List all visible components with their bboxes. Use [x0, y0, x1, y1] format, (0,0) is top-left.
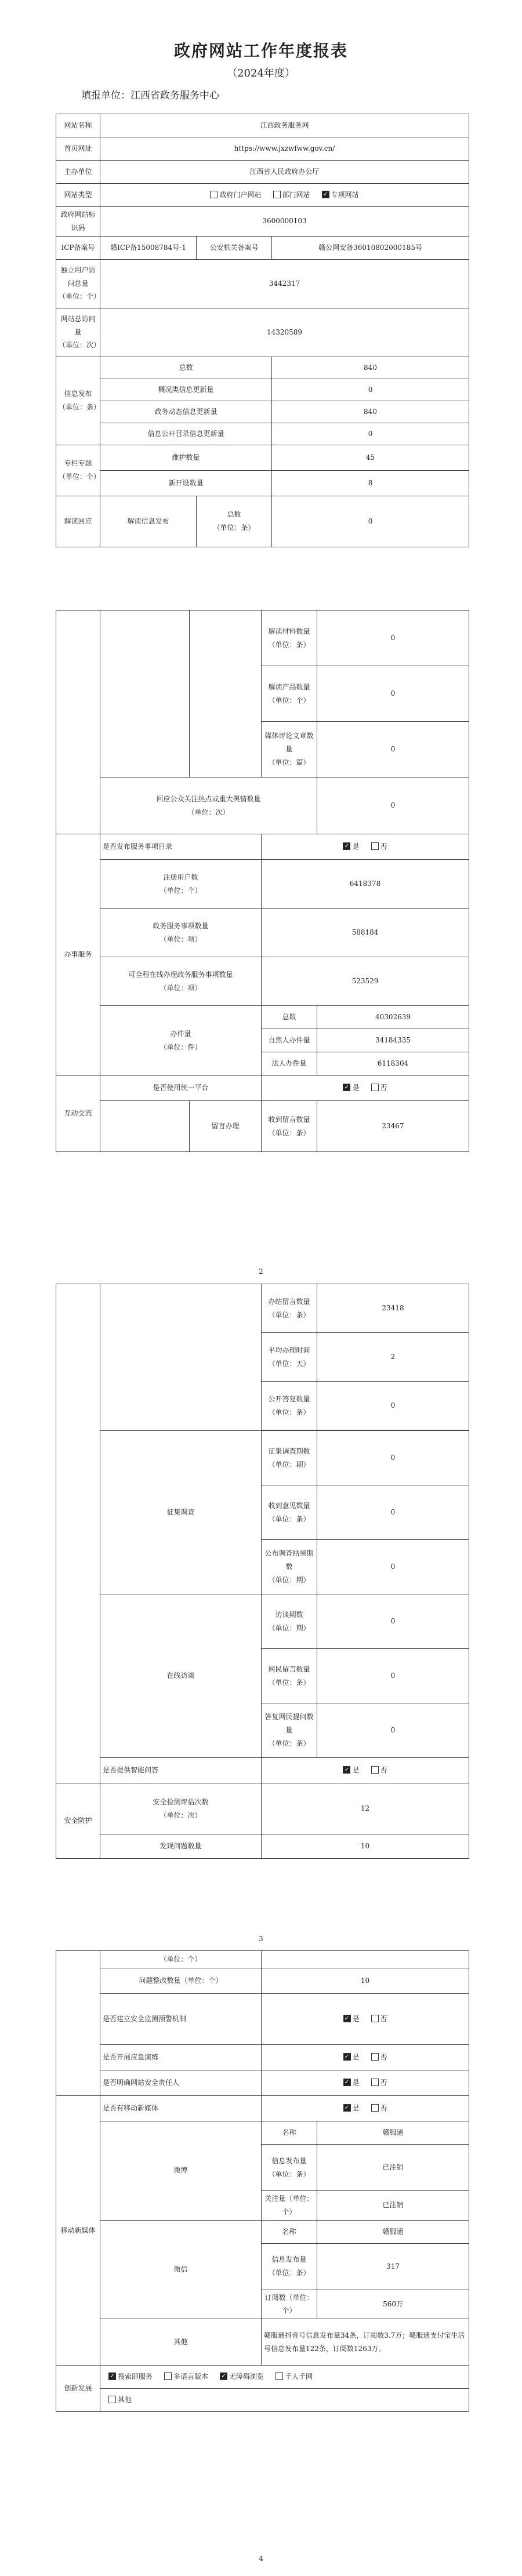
host-unit-value: 江西省人民政府办公厅 [100, 161, 469, 184]
checkbox-option[interactable] [343, 2012, 360, 2026]
weibo-follow-label: 关注量（单位：个） [262, 2191, 317, 2221]
checked-box-icon: ✓ [343, 2079, 351, 2086]
opinions-label: 收到意见数量 （单位：条） [262, 1485, 317, 1540]
checkbox-option[interactable] [210, 188, 261, 202]
checkbox-option-label: 政府门户网站 [219, 191, 262, 199]
interp-section-label: 解读回应 [56, 496, 100, 547]
weibo-label: 微博 [100, 2121, 262, 2221]
innov-options [100, 2366, 469, 2389]
table-row [56, 2389, 469, 2412]
wechat-sub-label: 订阅数（单位：个） [262, 2290, 317, 2319]
table-row [56, 1006, 469, 1029]
site-type-label: 网站类型 [56, 184, 100, 207]
checked-box-icon: ✓ [220, 2372, 227, 2380]
page-number: 4 [259, 2555, 263, 2563]
mobile-section-label: 移动新媒体 [56, 2096, 100, 2366]
found-label: 发现问题数量 [100, 1834, 262, 1859]
fullrun-items-label: 可全程在线办理政务服务事项数量 （单位：项） [100, 957, 262, 1006]
checkbox-option[interactable] [108, 2393, 132, 2407]
site-code-label: 政府网站标识码 [56, 207, 100, 237]
site-name-label: 网站名称 [56, 114, 100, 137]
table-row [56, 445, 469, 470]
publish-guide-label: 是否发布服务事项目录 [100, 834, 262, 860]
personal-value: 34184335 [317, 1029, 469, 1052]
table-row [56, 909, 469, 957]
empty-box-icon [371, 2015, 379, 2022]
checkbox-option-label: 否 [380, 842, 387, 851]
fullrun-items-value: 523529 [262, 957, 469, 1006]
info-section-label: 信息发布 （单位：条） [56, 357, 100, 445]
reporting-unit-name: 江西省政务服务中心 [130, 90, 219, 101]
checked-box-icon: ✓ [343, 2053, 351, 2061]
empty-box-icon [371, 1766, 379, 1774]
news-label: 政务动态信息更新量 [100, 401, 272, 423]
table-row [56, 114, 469, 137]
smart-qa-options [262, 1758, 469, 1783]
smart-qa-label: 是否提供智能问答 [100, 1758, 262, 1783]
done-label: 办结留言数量 （单位：条） [262, 1284, 317, 1333]
interp-material-label: 解读材料数量 （单位：条） [262, 611, 317, 666]
weibo-name-label: 名称 [262, 2121, 317, 2145]
monitor-options [262, 1994, 469, 2045]
checkbox-option-label: 搜索即服务 [118, 2372, 153, 2381]
netizen-q-value: 0 [317, 1649, 469, 1703]
done-value: 23418 [317, 1284, 469, 1333]
published-msg-value: 0 [317, 1382, 469, 1430]
interact-section-label: 互动交流 [56, 1076, 100, 1152]
page-title: 政府网站工作年度报表 [173, 41, 348, 60]
responsible-label: 是否明确网站安全责任人 [100, 2070, 262, 2096]
checkbox-option[interactable] [108, 2370, 153, 2384]
netizen-q-label: 网民留言数量 （单位：条） [262, 1649, 317, 1703]
checkbox-option-label: 是 [352, 2015, 360, 2023]
new-open-label: 新开设数量 [100, 470, 272, 496]
feedback-count-label: 公布调查结果期数 （单位：期） [262, 1540, 317, 1594]
checkbox-option-label: 千人千网 [285, 2372, 313, 2381]
maintain-label: 维护数量 [100, 445, 272, 470]
checkbox-option-label: 否 [380, 1084, 387, 1092]
service-items-label: 政务服务事项数量 （单位：项） [100, 909, 262, 957]
table-row [56, 1994, 469, 2045]
checked-box-icon: ✓ [343, 1084, 350, 1091]
checkbox-option[interactable] [164, 2370, 208, 2384]
reporting-unit [81, 87, 219, 101]
received-value: 23467 [317, 1101, 469, 1152]
wechat-name-label: 名称 [262, 2220, 317, 2243]
news-value: 840 [272, 401, 469, 423]
service-section-label: 办事服务 [56, 834, 100, 1076]
table-row [56, 1968, 469, 1994]
page-number: 3 [259, 1935, 263, 1943]
empty-box-icon [273, 191, 281, 198]
table-row [56, 259, 469, 308]
table-row [56, 834, 469, 860]
overview-value: 0 [272, 379, 469, 401]
found-unit-label: （单位：个） [100, 1951, 262, 1968]
checkbox-option-label: 是 [352, 2079, 360, 2087]
special-section-label: 专栏专题 （单位：个） [56, 445, 100, 496]
scans-value: 12 [262, 1783, 469, 1834]
checkbox-option[interactable] [220, 2370, 264, 2384]
weibo-pub-value: 已注销 [317, 2145, 469, 2191]
table-row [56, 1284, 469, 1333]
checkbox-option-label: 是 [352, 1766, 360, 1775]
checkbox-option-label: 是 [352, 2053, 360, 2062]
pv-value: 14320589 [100, 308, 469, 357]
table-row [56, 2096, 469, 2121]
empty-box-icon [210, 191, 217, 198]
new-open-value: 8 [272, 470, 469, 496]
maintain-value: 45 [272, 445, 469, 470]
table-row [56, 357, 469, 379]
checkbox-option[interactable] [371, 840, 387, 853]
wechat-sub-value: 560万 [317, 2290, 469, 2319]
table-row [56, 137, 469, 161]
table-row [56, 860, 469, 909]
interp-total-value: 0 [272, 496, 469, 547]
interview-count-value: 0 [317, 1594, 469, 1649]
site-type-options [100, 184, 469, 207]
host-unit-label: 主办单位 [56, 161, 100, 184]
checkbox-option-label: 否 [380, 2104, 387, 2113]
psb-label: 公安机关备案号 [197, 236, 272, 259]
open-label: 信息公开目录信息更新量 [100, 423, 272, 445]
handled-label: 办件量 （单位：件） [100, 1006, 262, 1076]
drill-options [262, 2045, 469, 2070]
solicit-count-label: 征集调查期数 （单位：期） [262, 1431, 317, 1485]
hot-topic-label: 回应公众关注热点或重大舆情数量 （单位：次） [100, 777, 317, 834]
fixed-label: 问题整改数量（单位：个） [100, 1968, 262, 1994]
overview-label: 概况类信息更新量 [100, 379, 272, 401]
checkbox-option-label: 否 [380, 1766, 387, 1775]
scans-label: 安全检测评估次数 （单位：次） [100, 1783, 262, 1834]
table-row [56, 2366, 469, 2389]
wechat-label: 微信 [100, 2220, 262, 2319]
reg-users-value: 6418378 [262, 860, 469, 909]
solicit-count-value: 0 [317, 1431, 469, 1485]
weibo-name-value: 赣服通 [317, 2121, 469, 2145]
solicit-label: 征集调查 [100, 1431, 262, 1594]
checkbox-option[interactable] [343, 2051, 360, 2064]
checkbox-option-label: 多语言版本 [173, 2372, 209, 2381]
answered-q-label: 答复网民提问数量 （单位：条） [262, 1703, 317, 1758]
table-row [56, 207, 469, 237]
table-row [56, 2045, 469, 2070]
wechat-pub-value: 317 [317, 2243, 469, 2290]
report-table-page-2 [56, 610, 469, 1152]
empty-box-icon [108, 2396, 116, 2403]
has-mobile-options [262, 2096, 469, 2121]
report-table-page-3 [56, 1284, 469, 1859]
empty-box-icon [276, 2372, 283, 2380]
checkbox-option[interactable] [343, 2076, 360, 2090]
checkbox-option[interactable] [371, 2012, 387, 2026]
checkbox-option[interactable] [371, 1081, 387, 1095]
checked-box-icon: ✓ [343, 842, 350, 850]
feedback-count-value: 0 [317, 1540, 469, 1594]
security-section-label: 安全防护 [56, 1783, 100, 1859]
interp-material-value: 0 [317, 611, 469, 666]
empty-box-icon [371, 842, 379, 850]
interview-count-label: 访谈期数 （单位：期） [262, 1594, 317, 1649]
pv-label: 网站总访问量 （单位：次） [56, 308, 100, 357]
other-value: 赣服通抖音号信息发布量34条，订阅数3.7万；赣服通支付宝生活号信息发布量122条，订阅数1263万。 [262, 2319, 469, 2366]
table-row [56, 161, 469, 184]
table-row [56, 611, 469, 666]
handled-total-label: 总数 [262, 1006, 317, 1029]
empty-box-icon [371, 2104, 379, 2112]
other-label: 其他 [100, 2319, 262, 2366]
table-row [56, 1758, 469, 1783]
weibo-follow-value: 已注销 [317, 2191, 469, 2221]
weibo-pub-label: 信息发布量 （单位：条） [262, 2145, 317, 2191]
table-row [56, 379, 469, 401]
open-value: 0 [272, 423, 469, 445]
publish-guide-options [262, 834, 469, 860]
table-row [56, 777, 469, 834]
empty-box-icon [371, 1084, 379, 1091]
table-row [56, 236, 469, 259]
checkbox-option-label: 部门网站 [282, 191, 310, 199]
responsible-options [262, 2070, 469, 2096]
checked-box-icon: ✓ [343, 2015, 351, 2022]
site-code-value: 3600000103 [100, 207, 469, 237]
legal-value: 6118304 [317, 1052, 469, 1076]
icp-value: 赣ICP备15008784号-1 [100, 236, 197, 259]
received-label: 收到留言数量 （单位：条） [262, 1101, 317, 1152]
empty-box-icon [164, 2372, 172, 2380]
legal-label: 法人办件量 [262, 1052, 317, 1076]
message-label: 留言办理 [190, 1101, 262, 1152]
uv-label: 独立用户访问总量 （单位：个） [56, 259, 100, 308]
wechat-pub-label: 信息发布量 （单位：条） [262, 2243, 317, 2290]
checked-box-icon: ✓ [343, 2104, 351, 2112]
checkbox-option-label: 无障碍浏览 [229, 2372, 264, 2381]
table-row [56, 470, 469, 496]
table-row [56, 2220, 469, 2243]
report-table-page-4 [56, 1950, 469, 2412]
checkbox-option[interactable] [371, 1764, 387, 1777]
checkbox-option[interactable] [343, 2102, 360, 2115]
table-row [56, 496, 469, 547]
monitor-label: 是否建立安全监测预警机制 [100, 1994, 262, 2045]
table-row [56, 1101, 469, 1152]
table-row [56, 2121, 469, 2145]
handled-total-value: 40302639 [317, 1006, 469, 1029]
checkbox-option-label: 否 [380, 2015, 387, 2023]
empty-box-icon [371, 2053, 379, 2061]
checkbox-option[interactable] [273, 188, 310, 202]
home-url-label: 首页网址 [56, 137, 100, 161]
has-mobile-label: 是否有移动新媒体 [100, 2096, 262, 2121]
answered-q-value: 0 [317, 1703, 469, 1758]
published-msg-label: 公开答复数量 （单位：条） [262, 1382, 317, 1430]
checkbox-option-label: 是 [352, 2104, 360, 2113]
personal-label: 自然人办件量 [262, 1029, 317, 1052]
report-table-page-1 [56, 114, 469, 547]
checkbox-option-label: 其他 [118, 2396, 132, 2404]
checkbox-option-label: 否 [380, 2079, 387, 2087]
table-row [56, 1834, 469, 1859]
unified-label: 是否使用统一平台 [100, 1076, 262, 1101]
media-comment-value: 0 [317, 722, 469, 777]
service-items-value: 588184 [262, 909, 469, 957]
drill-label: 是否开展应急演练 [100, 2045, 262, 2070]
table-row [56, 423, 469, 445]
table-row [56, 2070, 469, 2096]
checkbox-option[interactable] [276, 2370, 313, 2384]
table-row [56, 957, 469, 1006]
checkbox-option[interactable] [371, 2076, 387, 2090]
checkbox-option-label: 是 [352, 842, 360, 851]
uv-value: 3442317 [100, 259, 469, 308]
interp-product-label: 解读产品数量 （单位：个） [262, 666, 317, 722]
table-row [56, 1594, 469, 1649]
interp-total-label: 总数 （单位：条） [197, 496, 272, 547]
avg-days-label: 平均办理时间 （单位：天） [262, 1333, 317, 1382]
checked-box-icon: ✓ [343, 1766, 350, 1774]
table-row [56, 2319, 469, 2366]
checkbox-option[interactable] [371, 2102, 387, 2115]
checked-box-icon: ✓ [108, 2372, 116, 2380]
checkbox-option[interactable] [322, 188, 359, 202]
found-value: 10 [262, 1834, 469, 1859]
media-comment-label: 媒体评论文章数量 （单位：篇） [262, 722, 317, 777]
innov-section-label: 创新发展 [56, 2366, 100, 2412]
table-row [56, 1783, 469, 1834]
innov-other-option [100, 2389, 469, 2412]
home-url-value: https://www.jxzwfww.gov.cn/ [100, 137, 469, 161]
checkbox-option-label: 是 [352, 1084, 360, 1092]
checkbox-option[interactable] [343, 840, 359, 853]
checked-box-icon: ✓ [322, 191, 329, 198]
checkbox-option[interactable] [343, 1764, 359, 1777]
interview-label: 在线访谈 [100, 1594, 262, 1758]
reporting-unit-label: 填报单位： [81, 90, 130, 101]
fixed-value: 10 [262, 1968, 469, 1994]
reg-users-label: 注册用户数 （单位：个） [100, 860, 262, 909]
report-year: （2024年度） [227, 67, 295, 79]
site-name-value: 江西政务服务网 [100, 114, 469, 137]
opinions-value: 0 [317, 1485, 469, 1540]
table-row [56, 1951, 469, 1968]
checkbox-option[interactable] [371, 2051, 387, 2064]
checkbox-option-label: 专项网站 [331, 191, 359, 199]
avg-days-value: 2 [317, 1333, 469, 1382]
hot-topic-value: 0 [317, 777, 469, 834]
table-row [56, 184, 469, 207]
page-number: 2 [259, 1267, 263, 1276]
icp-label: ICP备案号 [56, 236, 100, 259]
table-row [56, 1076, 469, 1101]
info-total-value: 840 [272, 357, 469, 379]
table-row [56, 308, 469, 357]
psb-value: 赣公网安备36010802000185号 [272, 236, 469, 259]
table-row [56, 1431, 469, 1485]
unified-options [262, 1076, 469, 1101]
empty-box-icon [371, 2079, 379, 2086]
wechat-name-value: 赣服通 [317, 2220, 469, 2243]
checkbox-option[interactable] [343, 1081, 359, 1095]
interp-product-value: 0 [317, 666, 469, 722]
info-total-label: 总数 [100, 357, 272, 379]
table-row [56, 401, 469, 423]
interp-pub-label: 解读信息发布 [100, 496, 197, 547]
checkbox-option-label: 否 [380, 2053, 387, 2062]
